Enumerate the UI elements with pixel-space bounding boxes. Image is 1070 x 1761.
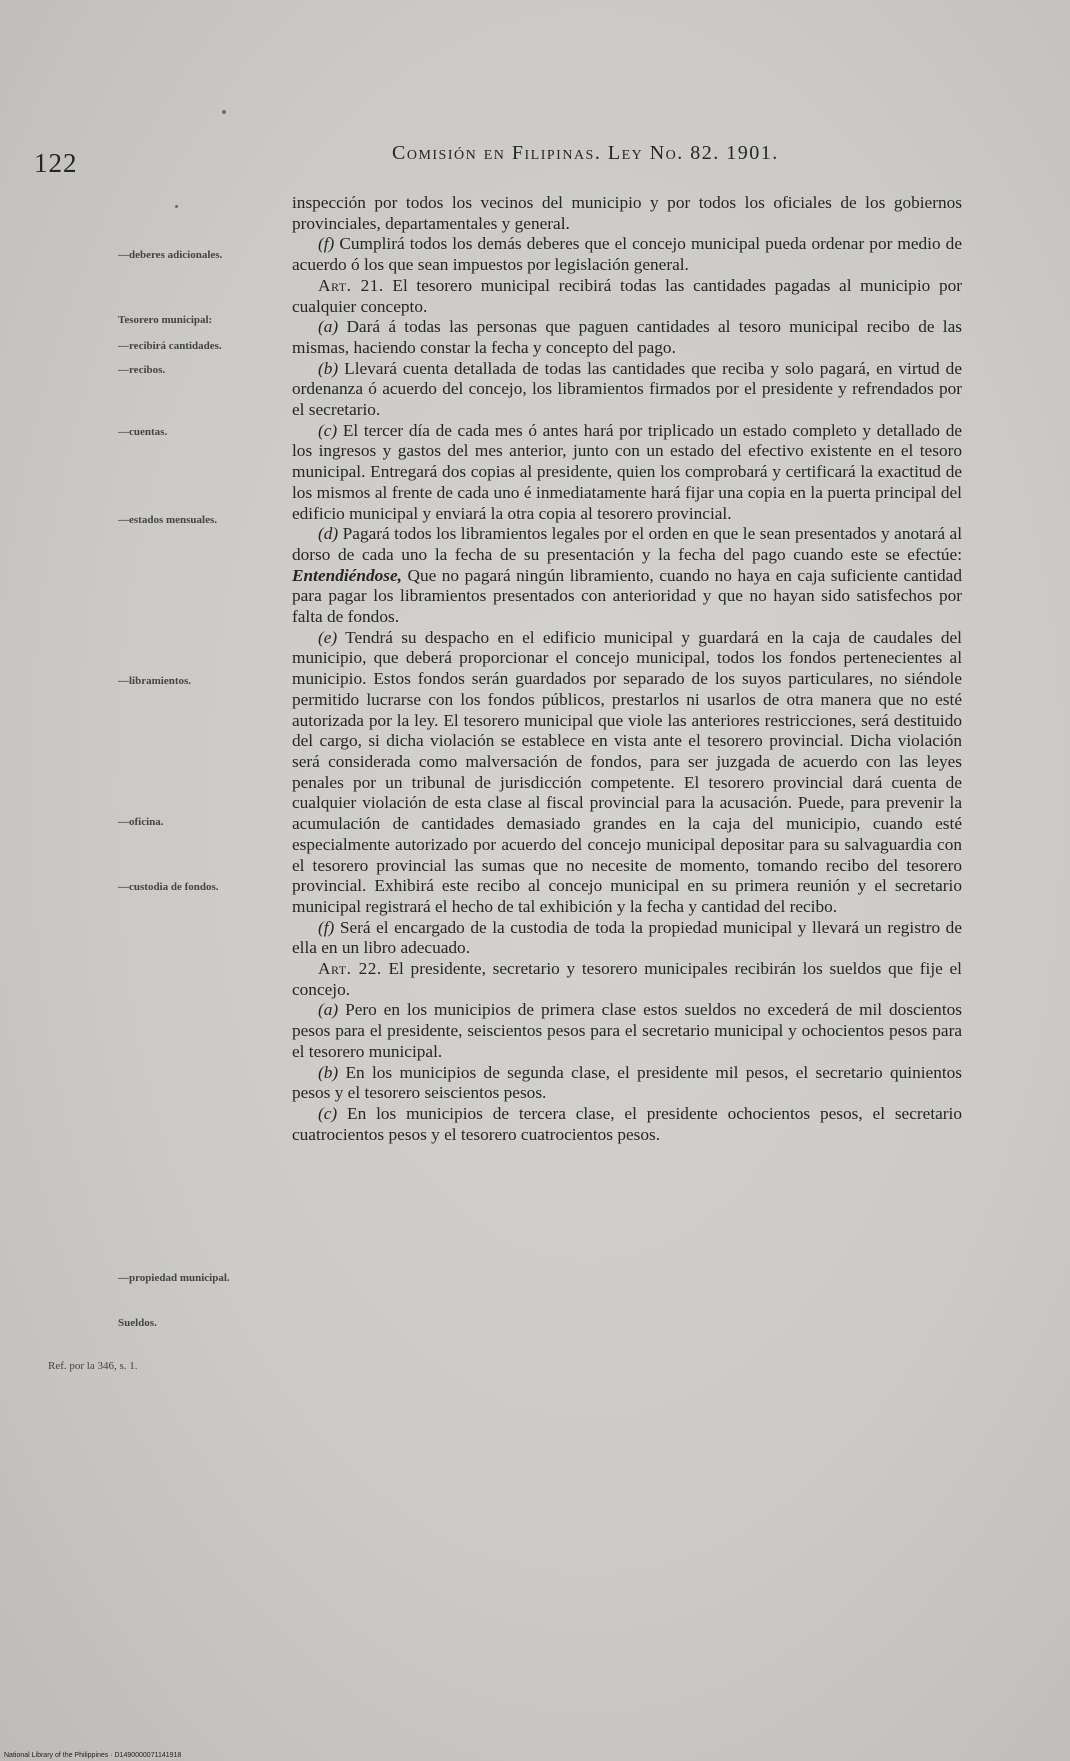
paragraph: (b) En los municipios de segunda clase, el presidente mil pesos, el secretario quinientos pesos y el tesorero seiscientos pesos. xyxy=(292,1062,962,1103)
paragraph: (c) El tercer día de cada mes ó antes hará por triplicado un estado completo y detallado de los ingresos y gastos del mes anterior, junto con un estado del efectivo existente en el tesoro municipal. Entregará dos copias al presidente, quien los comprobará y certificará la exactitud de los mismos al frente de cada uno é inmediatamente hará fijar una copia en la puerta principal del edificio municipal y enviará la otra copia al tesorero provincial. xyxy=(292,420,962,523)
running-head: Comisión en Filipinas. Ley No. 82. 1901. xyxy=(392,142,779,164)
paragraph: (c) En los municipios de tercera clase, el presidente ochocientos pesos, el secretario cuatrocientos pesos y el tesorero cuatrocientos pesos. xyxy=(292,1103,962,1144)
paragraph: (f) Será el encargado de la custodia de toda la propiedad municipal y llevará un registro de ella en un libro adecuado. xyxy=(292,917,962,958)
margin-note: —propiedad municipal. xyxy=(118,1272,230,1284)
page-number: 122 xyxy=(34,148,78,178)
margin-note: —deberes adicionales. xyxy=(118,249,223,261)
margin-note: —estados mensuales. xyxy=(118,514,218,526)
margin-note: —cuentas. xyxy=(118,426,168,438)
margin-note: —custodia de fondos. xyxy=(118,881,219,893)
margin-note: Tesorero municipal: xyxy=(118,314,213,326)
paragraph: (d) Pagará todos los libramientos legales por el orden en que le sean presentados y anotará al dorso de cada uno la fecha de su presentación y la fecha del pago cuando este se efectúe: Entendiéndose, Que no pagará ningún libramiento, cuando no haya en caja suficiente cantidad para pagar los libramientos presentados con anterioridad y que no hayan sido satisfechos por falta de fondos. xyxy=(292,524,962,627)
paragraph: Art. 22. El presidente, secretario y tesorero municipales recibirán los sueldos que fije el concejo. xyxy=(292,959,962,999)
margin-note: —recibirá cantidades. xyxy=(118,340,222,352)
margin-note: —recibos. xyxy=(118,364,166,376)
paragraph: (a) Pero en los municipios de primera clase estos sueldos no excederá de mil doscientos pesos para el presidente, seiscientos pesos para el secretario municipal y ochocientos pesos para el tesorero municipal. xyxy=(292,1000,962,1061)
body-text xyxy=(292,193,962,1145)
paragraph: (a) Dará á todas las personas que paguen cantidades al tesoro municipal recibo de las mismas, haciendo constar la fecha y concepto del pago. xyxy=(292,317,962,357)
paragraph: (b) Llevará cuenta detallada de todas las cantidades que reciba y solo pagará, en virtud de ordenanza ó acuerdo del concejo, los libramientos firmados por el presidente y refrendados por el secretario. xyxy=(292,358,962,420)
paragraph: inspección por todos los vecinos del municipio y por todos los oficiales de los gobiernos provinciales, departamentales y general. xyxy=(292,193,962,233)
speck-mark xyxy=(222,110,226,114)
paragraph: Art. 21. El tesorero municipal recibirá todas las cantidades pagadas al municipio por cualquier concepto. xyxy=(292,275,962,316)
speck-mark xyxy=(175,205,178,208)
margin-note: —libramientos. xyxy=(118,675,192,687)
margin-note: Sueldos. xyxy=(118,1317,157,1329)
reference-note: Ref. por la 346, s. 1. xyxy=(48,1360,138,1372)
paragraph: (f) Cumplirá todos los demás deberes que el concejo municipal pueda ordenar por medio de acuerdo ó los que sean impuestos por legislación general. xyxy=(292,234,962,275)
footer-credit: National Library of the Philippines · D1490000071141918 xyxy=(4,1752,182,1759)
margin-note: —oficina. xyxy=(118,816,164,828)
paragraph: (e) Tendrá su despacho en el edificio municipal y guardará en la caja de caudales del municipio, que deberá proporcionar el concejo municipal, todos los fondos pertenecientes al municipio. Estos fondos serán guardados por separado de los suyos particulares, no siéndole permitido lucrarse con los fondos públicos, prestarlos ni usarlos de otra manera que no esté autorizada por la ley. El tesorero municipal que viole las anteriores restricciones, será destituido del cargo, si dicha violación se establece en vista ante el tesorero provincial. Dicha violación será considerada como malversación de fondos, para ser juzgada de acuerdo con las leyes penales por un tribunal de jurisdicción competente. El tesorero provincial dará cuenta de cualquier violación de esta clase al fiscal provincial para la acusación. Puede, para prevenir la acumulación de cantidades demasiado grandes en la caja del municipio, cuando esté especialmente autorizado por acuerdo del concejo municipal depositar para su salvaguardia con el tesorero provincial las sumas que no necesite de momento, tomando recibo del tesorero provincial. Exhibirá este recibo al concejo municipal en su primera reunión y el secretario municipal registrará el hecho de tal exhibición y la fecha y cantidad del recibo. xyxy=(292,627,962,916)
